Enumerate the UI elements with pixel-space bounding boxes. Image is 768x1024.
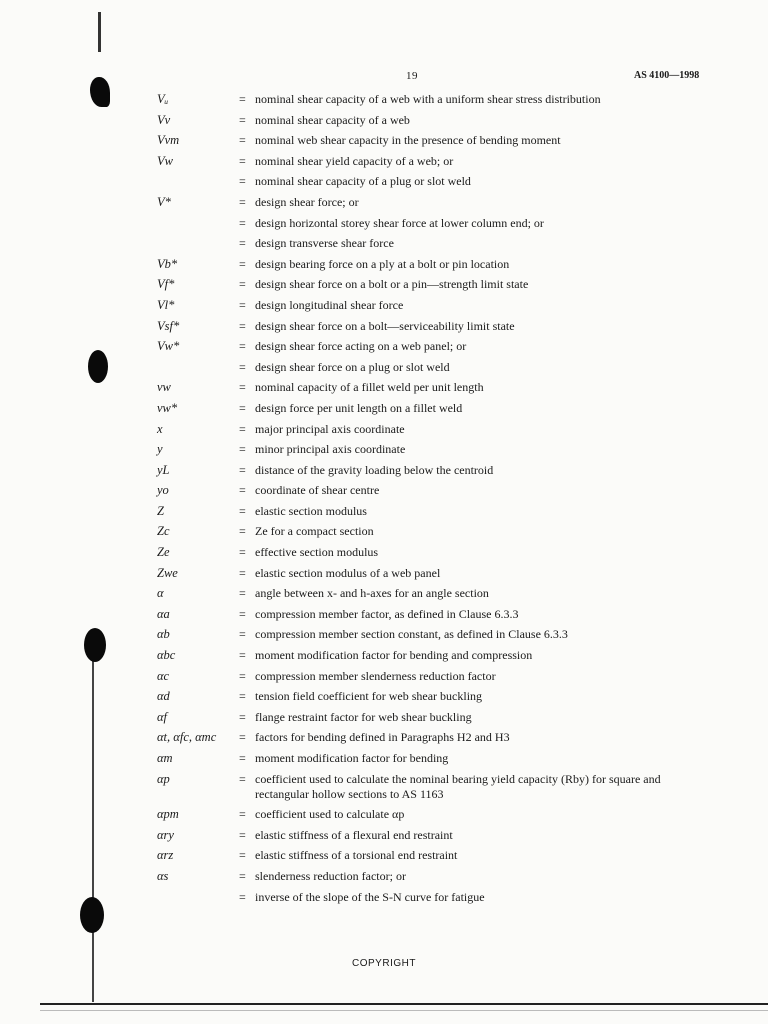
symbol-row: [0, 277, 768, 292]
symbol: Vf*: [157, 277, 175, 292]
definition: nominal shear capacity of a web with a uniform shear stress distribution: [255, 92, 601, 106]
equals-sign: =: [239, 586, 246, 601]
equals-sign: =: [239, 848, 246, 863]
definition: design force per unit length on a fillet weld: [255, 400, 463, 415]
definition: elastic section modulus of a web panel: [255, 565, 441, 580]
definition: nominal shear capacity of a plug or slot weld: [255, 174, 471, 189]
symbol-row: [0, 463, 768, 478]
definition: minor principal axis coordinate: [255, 442, 406, 457]
equals-sign: =: [239, 421, 246, 436]
symbol-row: [0, 545, 768, 560]
definition: moment modification factor for bending and compression: [255, 648, 533, 663]
equals-sign: =: [239, 627, 246, 642]
definition: design shear force acting on a web panel; or: [255, 339, 467, 354]
symbol-row: [0, 648, 768, 663]
definition: nominal shear yield capacity of a web; or: [255, 153, 454, 168]
symbol: Vl*: [157, 297, 175, 312]
equals-sign: =: [239, 689, 246, 704]
equals-sign: =: [239, 668, 246, 683]
definition: design shear force on a plug or slot weld: [255, 359, 450, 374]
page-number: 19: [406, 70, 418, 82]
symbol: vw: [157, 380, 171, 395]
symbol-row: [0, 869, 768, 884]
equals-sign: =: [239, 868, 246, 883]
symbol: αf: [157, 709, 168, 724]
symbol-row: [0, 890, 768, 905]
equals-sign: =: [239, 524, 246, 539]
equals-sign: =: [239, 730, 246, 745]
symbol-row: [0, 689, 768, 704]
symbol: Z: [157, 503, 164, 518]
definition: compression member factor, as defined in Clause 6.3.3: [255, 606, 519, 621]
symbol-row: [0, 504, 768, 519]
symbol: x: [157, 421, 163, 436]
definition: inverse of the slope of the S-N curve for fatigue: [255, 889, 485, 904]
equals-sign: =: [239, 112, 246, 127]
equals-sign: =: [239, 709, 246, 724]
definition: design shear force on a bolt—serviceability limit state: [255, 318, 515, 333]
equals-sign: =: [239, 771, 246, 786]
definition: elastic section modulus: [255, 503, 367, 518]
symbol: Vb*: [157, 256, 178, 271]
equals-sign: =: [239, 400, 246, 415]
symbol-row: [0, 442, 768, 457]
equals-sign: =: [239, 889, 246, 904]
equals-sign: =: [239, 153, 246, 168]
symbol: Ze: [157, 545, 170, 560]
symbol-list: [0, 92, 768, 910]
equals-sign: =: [239, 462, 246, 477]
symbol-row: [0, 848, 768, 863]
definition: design longitudinal shear force: [255, 297, 404, 312]
definition: distance of the gravity loading below the centroid: [255, 462, 494, 477]
symbol-row: [0, 483, 768, 498]
symbol: α: [157, 586, 164, 601]
page-edge: [40, 1010, 768, 1011]
symbol-row: [0, 319, 768, 334]
symbol: Vw*: [157, 339, 180, 354]
symbol: Vvm: [157, 133, 180, 148]
symbol-row: [0, 524, 768, 539]
equals-sign: =: [239, 503, 246, 518]
standard-code: AS 4100—1998: [634, 70, 700, 81]
equals-sign: =: [239, 827, 246, 842]
symbol: Vsf*: [157, 318, 180, 333]
symbol-row: [0, 360, 768, 375]
symbol-row: [0, 401, 768, 416]
definition: major principal axis coordinate: [255, 421, 405, 436]
symbol-row: [0, 154, 768, 169]
symbol-row: [0, 586, 768, 601]
definition: design shear force on a bolt or a pin—strength limit state: [255, 277, 529, 292]
equals-sign: =: [239, 339, 246, 354]
symbol-row: [0, 828, 768, 843]
binder-mark: [98, 12, 101, 52]
symbol: Zwe: [157, 565, 178, 580]
symbol-row: [0, 730, 768, 745]
equals-sign: =: [239, 442, 246, 457]
definition: Ze for a compact section: [255, 524, 374, 539]
definition: design bearing force on a ply at a bolt or pin location: [255, 256, 510, 271]
symbol: αd: [157, 689, 170, 704]
symbol: αm: [157, 751, 173, 765]
definition: design transverse shear force: [255, 236, 394, 251]
symbol-row: [0, 195, 768, 210]
equals-sign: =: [239, 256, 246, 271]
equals-sign: =: [239, 565, 246, 580]
equals-sign: =: [239, 318, 246, 333]
equals-sign: =: [239, 277, 246, 292]
symbol: Vw: [157, 153, 173, 168]
symbol-row: [0, 807, 768, 822]
definition: elastic stiffness of a torsional end restraint: [255, 848, 458, 863]
symbol-row: [0, 380, 768, 395]
symbol-row: [0, 92, 768, 107]
symbol: αpm: [157, 807, 179, 822]
equals-sign: =: [239, 236, 246, 251]
symbol-row: [0, 113, 768, 128]
definition: tension field coefficient for web shear buckling: [255, 689, 483, 704]
definition: moment modification factor for bending: [255, 751, 449, 765]
symbol-row: [0, 422, 768, 437]
symbol-row: [0, 772, 768, 802]
equals-sign: =: [239, 751, 246, 765]
symbol-row: [0, 174, 768, 189]
definition: coefficient used to calculate αp: [255, 807, 405, 822]
symbol: vw*: [157, 400, 178, 415]
equals-sign: =: [239, 545, 246, 560]
definition: elastic stiffness of a flexural end restraint: [255, 827, 453, 842]
definition: design horizontal storey shear force at lower column end; or: [255, 215, 544, 230]
symbol-row: [0, 298, 768, 313]
definition: nominal shear capacity of a web: [255, 112, 410, 127]
definition: design shear force; or: [255, 194, 359, 209]
equals-sign: =: [239, 380, 246, 395]
equals-sign: =: [239, 483, 246, 498]
definition: nominal capacity of a fillet weld per unit length: [255, 380, 484, 395]
definition: compression member slenderness reduction factor: [255, 668, 496, 683]
definition: compression member section constant, as defined in Clause 6.3.3: [255, 627, 568, 642]
equals-sign: =: [239, 359, 246, 374]
equals-sign: =: [239, 297, 246, 312]
definition: factors for bending defined in Paragraphs H2 and H3: [255, 730, 510, 745]
equals-sign: =: [239, 92, 246, 106]
symbol: Zc: [157, 524, 170, 539]
symbol-row: [0, 607, 768, 622]
symbol: αb: [157, 627, 170, 642]
equals-sign: =: [239, 215, 246, 230]
symbol: αbc: [157, 648, 176, 663]
symbol: αp: [157, 771, 170, 786]
symbol: αa: [157, 606, 170, 621]
definition: coordinate of shear centre: [255, 483, 380, 498]
symbol: Vᵤ: [157, 92, 169, 106]
symbol-row: [0, 216, 768, 231]
symbol: αry: [157, 827, 174, 842]
symbol-row: [0, 751, 768, 766]
equals-sign: =: [239, 606, 246, 621]
page-edge: [40, 1003, 768, 1005]
symbol: y: [157, 442, 163, 457]
definition: coefficient used to calculate the nominal bearing yield capacity (Rby) for square and rectangular hollow sections to AS 1163: [255, 771, 661, 801]
symbol: Vv: [157, 112, 171, 127]
equals-sign: =: [239, 648, 246, 663]
symbol-row: [0, 133, 768, 148]
definition: flange restraint factor for web shear buckling: [255, 709, 472, 724]
copyright-footer: COPYRIGHT: [352, 958, 416, 969]
symbol: αs: [157, 868, 169, 883]
symbol: yo: [157, 483, 169, 498]
symbol-row: [0, 627, 768, 642]
symbol: αc: [157, 668, 170, 683]
symbol-row: [0, 669, 768, 684]
equals-sign: =: [239, 133, 246, 148]
symbol-row: [0, 236, 768, 251]
definition: slenderness reduction factor; or: [255, 868, 406, 883]
equals-sign: =: [239, 174, 246, 189]
definition: effective section modulus: [255, 545, 379, 560]
symbol-row: [0, 710, 768, 725]
symbol: yL: [157, 462, 170, 477]
symbol-row: [0, 257, 768, 272]
symbol: V*: [157, 194, 171, 209]
symbol-row: [0, 339, 768, 354]
symbol: αrz: [157, 848, 174, 863]
equals-sign: =: [239, 194, 246, 209]
definition: nominal web shear capacity in the presence of bending moment: [255, 133, 561, 148]
definition: angle between x- and h-axes for an angle section: [255, 586, 489, 601]
symbol: αt, αfc, αmc: [157, 730, 217, 745]
symbol-row: [0, 566, 768, 581]
equals-sign: =: [239, 807, 246, 822]
